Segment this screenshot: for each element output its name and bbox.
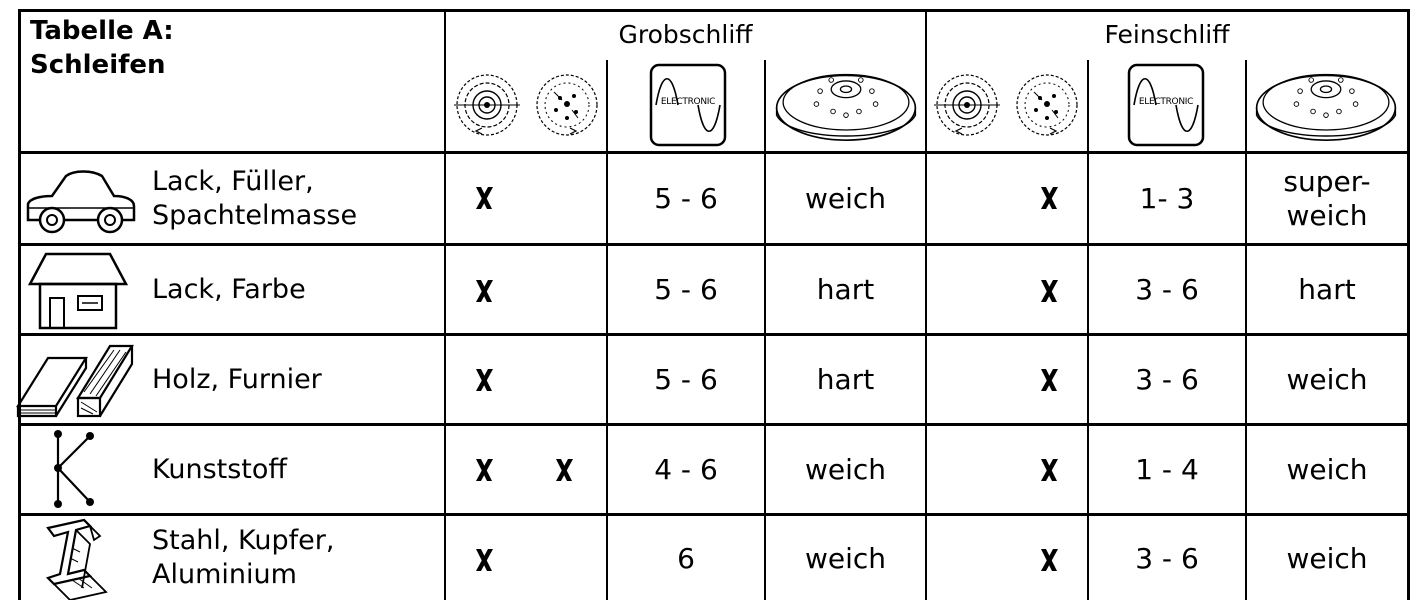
- title-line-2: Schleifen: [30, 50, 166, 80]
- fein-pad-value: super- weich: [1283, 164, 1371, 232]
- check-mark-icon: [473, 547, 495, 573]
- group-header-grobschliff: Grobschliff: [618, 19, 753, 49]
- dial-label: ELECTRONIC: [1138, 97, 1194, 107]
- eccentric-rotation-mode-icon: [1012, 70, 1082, 140]
- material-label: Lack, Farbe: [152, 273, 306, 305]
- check-mark-icon: [553, 457, 575, 483]
- grob-pad-value: hart: [816, 363, 875, 396]
- material-label: Lack, Füller, Spachtelmasse: [152, 165, 358, 231]
- check-mark-icon: [1038, 185, 1060, 211]
- material-label: Stahl, Kupfer, Aluminium: [152, 525, 335, 590]
- fein-pad-value: hart: [1298, 273, 1356, 306]
- grob-speed-value: 5 - 6: [654, 182, 718, 215]
- grob-speed-value: 5 - 6: [654, 363, 718, 396]
- material-label: Kunststoff: [152, 453, 288, 485]
- fein-speed-value: 3 - 6: [1135, 363, 1199, 396]
- grob-pad-value: hart: [816, 273, 875, 306]
- fein-speed-value: 1 - 4: [1135, 453, 1199, 486]
- check-mark-icon: [473, 278, 495, 304]
- fein-pad-value: weich: [1286, 363, 1368, 396]
- check-mark-icon: [473, 185, 495, 211]
- eccentric-rotation-mode-icon: [532, 70, 602, 140]
- check-mark-icon: [1038, 367, 1060, 393]
- table-title: [30, 14, 174, 82]
- title-line-1: Tabelle A:: [30, 16, 174, 46]
- fein-speed-value: 1- 3: [1139, 182, 1195, 215]
- electronic-speed-dial-icon: [648, 62, 728, 148]
- grob-pad-value: weich: [804, 453, 887, 486]
- wood-planks-icon: [14, 338, 142, 420]
- fein-pad-value: weich: [1286, 453, 1368, 486]
- check-mark-icon: [1038, 457, 1060, 483]
- fein-pad-value: weich: [1286, 541, 1368, 575]
- dial-label: ELECTRONIC: [660, 97, 716, 107]
- material-label: Holz, Furnier: [152, 363, 322, 395]
- random-orbit-mode-icon: [932, 70, 1002, 140]
- random-orbit-mode-icon: [452, 70, 522, 140]
- house-icon: [28, 250, 128, 332]
- fein-speed-value: 3 - 6: [1135, 541, 1199, 575]
- check-mark-icon: [473, 367, 495, 393]
- group-header-feinschliff: Feinschliff: [1104, 19, 1230, 49]
- electronic-speed-dial-icon: [1126, 62, 1206, 148]
- grob-speed-value: 5 - 6: [654, 273, 718, 306]
- check-mark-icon: [1038, 547, 1060, 573]
- plastic-molecule-icon: [48, 428, 102, 510]
- steel-beam-icon: [28, 518, 128, 600]
- check-mark-icon: [1038, 278, 1060, 304]
- fein-speed-value: 3 - 6: [1135, 273, 1199, 306]
- check-mark-icon: [473, 457, 495, 483]
- sanding-pad-hardness-icon: [1252, 60, 1400, 150]
- grob-speed-value: 4 - 6: [654, 453, 718, 486]
- grob-pad-value: weich: [804, 182, 887, 215]
- car-icon: [22, 160, 138, 238]
- grob-speed-value: 6: [677, 541, 695, 575]
- grob-pad-value: weich: [804, 541, 887, 575]
- sanding-pad-hardness-icon: [772, 60, 920, 150]
